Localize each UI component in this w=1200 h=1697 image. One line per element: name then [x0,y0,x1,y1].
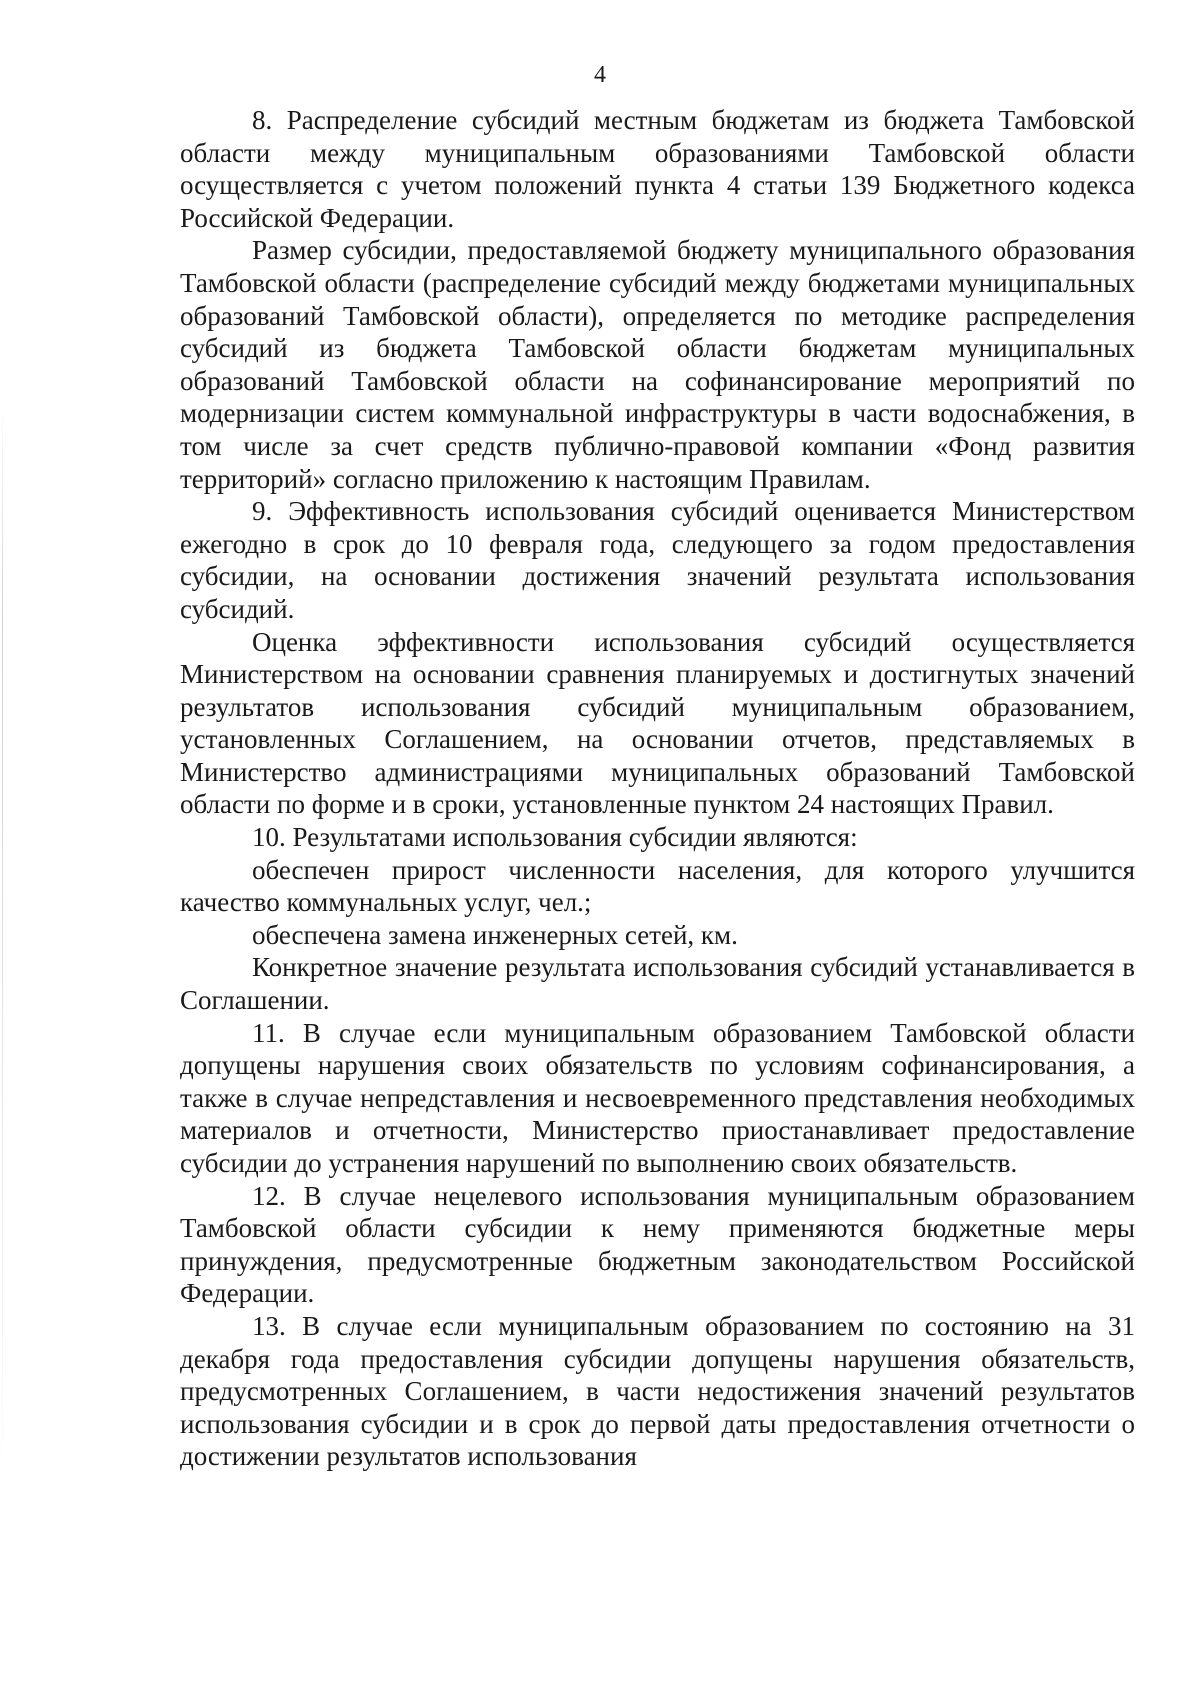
paragraph-10: 10. Результатами использования субсидии являются: [252,822,858,853]
paragraph-8: 8. Распределение субсидий местным бюджетам из бюджета Тамбовской области между муниципальным образованиями Тамбовской области осуществляется с учетом положений пункта 4 статьи 139 Бюджетного кодекса Российской Федерации. [180,105,1135,233]
paragraph-result-population: обеспечен прирост численности населения, для которого улучшится качество коммунальных услуг, чел.; [180,854,1135,918]
paragraph-13: 13. В случае если муниципальным образованием по состоянию на 31 декабря года предоставления субсидии допущены нарушения обязательств, предусмотренных Соглашением, в части недостижения значений результатов использования субсидии и в срок до первой даты предоставления отчетности о достижении результатов использования [180,1310,1135,1472]
paragraph-9: 9. Эффективность использования субсидий оценивается Министерством ежегодно в срок до 10 февраля года, следующего за годом предоставления субсидии, на основании достижения значений результата использования субсидий. [180,496,1135,624]
paragraph-specific-value: Конкретное значение результата использования субсидий устанавливается в Соглашении. [180,952,1135,1016]
scan-edge-shadow [2,400,3,1500]
paragraph-result-networks: обеспечена замена инженерных сетей, км. [252,919,738,950]
paragraph-12: 12. В случае нецелевого использования муниципальным образованием Тамбовской области субсидии к нему применяются бюджетные меры принуждения, предусмотренные бюджетным законодательством Российской Федерации. [180,1180,1135,1309]
paragraph-11: 11. В случае если муниципальным образованием Тамбовской области допущены нарушения своих обязательств по условиям софинансирования, а также в случае непредставления и несвоевременного представления необходимых материалов и отчетности, Министерство приостанавливает предоставление субсидии до устранения нарушений по выполнению своих обязательств. [180,1017,1135,1178]
document-body [180,104,1135,1473]
paragraph-efficiency-assessment: Оценка эффективности использования субсидий осуществляется Министерством на основании сравнения планируемых и достигнутых значений результатов использования субсидий муниципальным образованием, установленных Соглашением, на основании отчетов, представляемых в Министерство администрациями муниципальных образований Тамбовской области по форме и в сроки, установленные пунктом 24 настоящих Правил. [180,626,1135,820]
paragraph-subsidy-size: Размер субсидии, предоставляемой бюджету муниципального образования Тамбовской области (распределение субсидий между бюджетами муниципальных образований Тамбовской области), определяется по методике распределения субсидий из бюджета Тамбовской области бюджетам муниципальных образований Тамбовской области на софинансирование мероприятий по модернизации систем коммунальной инфраструктуры в части водоснабжения, в том числе за счет средств публично-правовой компании «Фонд развития территорий» согласно приложению к настоящим Правилам. [180,235,1135,494]
page-number: 4 [594,62,606,88]
